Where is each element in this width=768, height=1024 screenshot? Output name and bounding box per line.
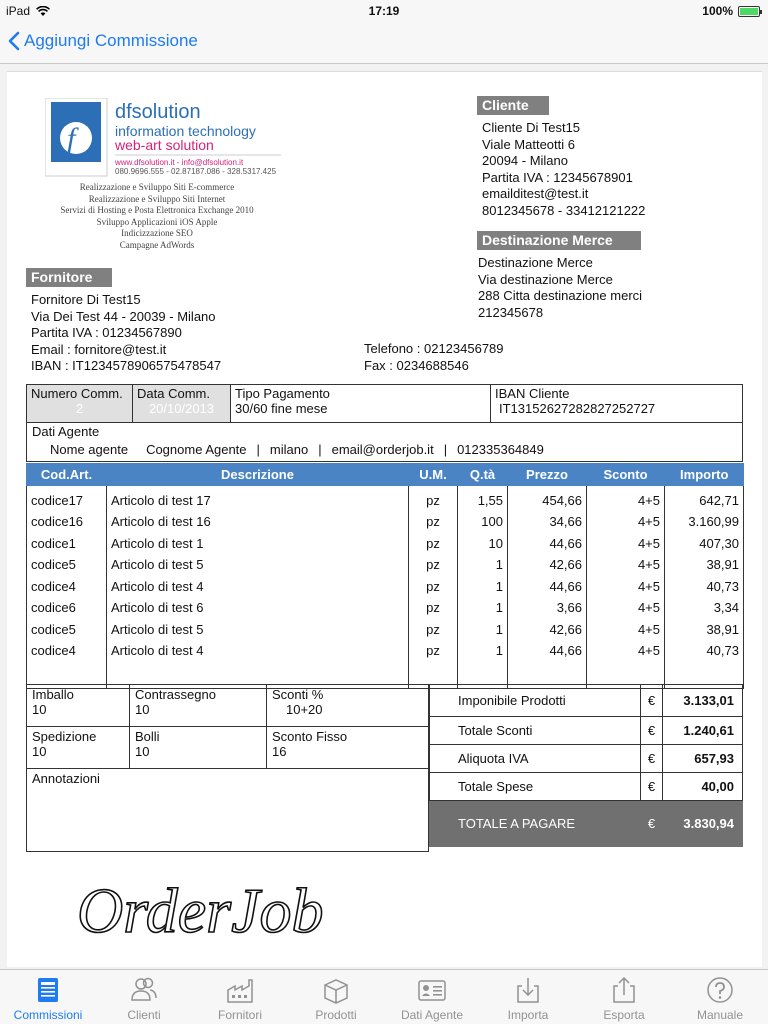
spedizione-cell: Spedizione 10 <box>27 727 130 769</box>
import-icon <box>513 976 543 1004</box>
order-document <box>7 71 762 967</box>
iban-cliente-cell: IBAN Cliente IT13152627282827252727 <box>491 385 743 423</box>
cliente-label: Cliente <box>477 96 549 115</box>
total-row: Totale Sconti € 1.240,61 <box>430 717 743 745</box>
items-header-row: Cod.Art. Descrizione U.M. Q.tà Prezzo Sconto Importo <box>27 463 744 486</box>
navigation-bar <box>0 22 768 64</box>
items-table <box>26 463 744 689</box>
sconto-fisso-cell: Sconto Fisso 16 <box>267 727 429 769</box>
device-name: iPad <box>6 4 31 18</box>
factory-icon <box>225 976 255 1004</box>
svg-text:080.9696.555 - 02.87187.086 -: 080.9696.555 - 02.87187.086 - 328.5317.425 <box>115 167 277 176</box>
annotazioni-box: Annotazioni <box>26 768 429 852</box>
document-icon <box>33 976 63 1004</box>
cliente-info: Cliente Di Test15 Viale Matteotti 6 20094 - Milano Partita IVA : 12345678901 emailditest@test.it 8012345678 - 33412121222 <box>482 120 646 218</box>
export-icon <box>609 976 639 1004</box>
grand-total-row: TOTALE A PAGARE € 3.830,94 <box>430 801 743 847</box>
svg-text:f: f <box>67 122 76 155</box>
table-row: codice16 Articolo di test 16 pz 100 34,66 4+5 3.160,99 <box>27 511 744 533</box>
agent-info: Dati Agente Nome agente Cognome Agente | milano | email@orderjob.it | 012335364849 <box>26 423 743 462</box>
chevron-left-icon <box>8 31 20 51</box>
table-row: codice5 Articolo di test 5 pz 1 42,66 4+5 38,91 <box>27 619 744 641</box>
contrassegno-cell: Contrassegno 10 <box>130 685 267 727</box>
people-icon <box>129 976 159 1004</box>
table-row: codice4 Articolo di test 4 pz 1 44,66 4+5 40,73 <box>27 640 744 662</box>
total-row: Totale Spese € 40,00 <box>430 773 743 801</box>
bolli-cell: Bolli 10 <box>130 727 267 769</box>
svg-text:web-art solution: web-art solution <box>115 137 214 153</box>
svg-text:www.dfsolution.it - info@dfsol: www.dfsolution.it - info@dfsolution.it <box>115 158 244 167</box>
services-list: Realizzazione e Sviluppo Siti E-commerce Realizzazione e Sviluppo Siti Internet Servizi di Hosting e Posta Elettronica Exchange 2010 Sviluppo Applicazioni iOS Apple Indicizzazione SEO Campagne AdWords <box>60 182 254 250</box>
total-row: Aliquota IVA € 657,93 <box>430 745 743 773</box>
tab-dati-agente[interactable]: Dati Agente <box>384 970 480 1024</box>
totals-table <box>429 684 743 847</box>
fornitore-label: Fornitore <box>26 268 112 287</box>
dfsolution-logo <box>45 98 285 178</box>
box-icon <box>321 976 351 1004</box>
numero-comm-cell: Numero Comm. 2 <box>27 385 133 423</box>
destinazione-info: Destinazione Merce Via destinazione Merce 288 Citta destinazione merci 212345678 <box>478 255 643 320</box>
total-row: Imponibile Prodotti € 3.133,01 <box>430 685 743 717</box>
id-card-icon <box>417 976 447 1004</box>
signature <box>73 862 373 952</box>
table-row: codice4 Articolo di test 4 pz 1 44,66 4+5 40,73 <box>27 576 744 598</box>
order-meta-table <box>26 384 743 423</box>
back-button[interactable] <box>8 31 198 51</box>
battery-icon <box>738 6 760 17</box>
table-row: codice5 Articolo di test 5 pz 1 42,66 4+5 38,91 <box>27 554 744 576</box>
tipo-pagamento-cell: Tipo Pagamento 30/60 fine mese <box>231 385 491 423</box>
tab-prodotti[interactable]: Prodotti <box>288 970 384 1024</box>
tab-bar <box>0 969 768 1024</box>
sconti-cell: Sconti % 10+20 <box>267 685 429 727</box>
tab-commissioni[interactable]: Commissioni <box>0 970 96 1024</box>
table-row: codice17 Articolo di test 17 pz 1,55 454,66 4+5 642,71 <box>27 486 744 511</box>
logo-company: dfsolution <box>115 101 201 123</box>
fornitore-info: Fornitore Di Test15 Via Dei Test 44 - 20039 - Milano Partita IVA : 01234567890 Email : fornitore@test.it IBAN : IT1234578906575478547 <box>31 292 222 373</box>
tab-fornitori[interactable]: Fornitori <box>192 970 288 1024</box>
svg-text:information technology: information technology <box>115 123 256 139</box>
battery-percent: 100% <box>702 4 733 18</box>
help-icon <box>705 976 735 1004</box>
destinazione-label: Destinazione Merce <box>477 231 641 250</box>
tab-importa[interactable]: Importa <box>480 970 576 1024</box>
spese-table <box>26 684 429 769</box>
imballo-cell: Imballo 10 <box>27 685 130 727</box>
tab-manuale[interactable]: Manuale <box>672 970 768 1024</box>
table-row: codice1 Articolo di test 1 pz 10 44,66 4+5 407,30 <box>27 533 744 555</box>
data-comm-cell: Data Comm. 20/10/2013 <box>133 385 231 423</box>
table-row: codice6 Articolo di test 6 pz 1 3,66 4+5 3,34 <box>27 597 744 619</box>
svg-text:OrderJob: OrderJob <box>77 875 324 946</box>
tab-clienti[interactable]: Clienti <box>96 970 192 1024</box>
fornitore-contacts: Telefono : 02123456789 Fax : 0234688546 <box>364 341 504 373</box>
status-bar <box>0 0 768 22</box>
back-button-label: Aggiungi Commissione <box>24 31 198 50</box>
tab-esporta[interactable]: Esporta <box>576 970 672 1024</box>
clock: 17:19 <box>368 4 400 18</box>
